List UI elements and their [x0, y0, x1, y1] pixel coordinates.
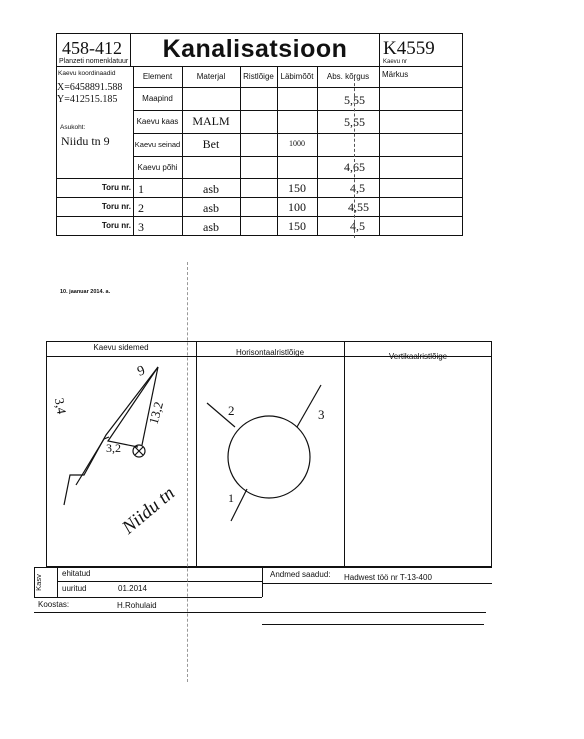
kasv-label: Kasv: [33, 574, 43, 591]
row-element: Kaevu kaas: [136, 117, 179, 126]
scan-artifact-line: [354, 78, 355, 238]
pipe-number: 3: [138, 220, 144, 234]
built-label: ehitatud: [62, 569, 91, 578]
pipe-number: 1: [138, 182, 144, 196]
pipe-material: asb: [203, 182, 219, 196]
col-header-material: Materjal: [196, 72, 226, 81]
pipe-diameter: 150: [288, 219, 306, 233]
col-header-remark: Märkus: [382, 70, 409, 79]
pipe-row-label: Toru nr.: [101, 202, 131, 211]
diagram-col-connections: Kaevu sidemed: [93, 343, 149, 352]
data-source-label: Andmed saadud:: [270, 570, 331, 579]
plan-number: 458-412: [62, 38, 122, 58]
pipe-material: asb: [203, 220, 219, 234]
section-pipe-2: 2: [228, 403, 235, 418]
pipe-height: 4,5: [350, 181, 365, 195]
col-header-abs-height: Abs. kõrgus: [326, 72, 370, 81]
row-height: 5,55: [344, 115, 365, 129]
coord-y: Y=412515.185: [57, 94, 118, 105]
sketch-dim-1: 3,4: [51, 396, 70, 416]
pipe-material: asb: [203, 201, 219, 215]
pipe-diameter: 100: [288, 200, 306, 214]
pipe-height: 4,5: [350, 219, 365, 233]
coord-x: X=6458891.588: [57, 82, 123, 93]
col-header-diameter: Läbimõõt: [280, 72, 314, 81]
well-number-label: Kaevu nr: [383, 59, 408, 65]
sketch-dim-2: 9: [135, 363, 148, 380]
row-height: 4,65: [344, 160, 365, 174]
well-connections-sketch: [46, 357, 196, 565]
row-height: 5,55: [344, 93, 365, 107]
surveyed-value: 01.2014: [118, 584, 147, 593]
row-material: MALM: [192, 114, 230, 128]
coords-label: Kaevu koordinaadid: [58, 70, 116, 77]
row-material: Bet: [202, 137, 220, 151]
pipe-height: 4,55: [348, 200, 369, 214]
sketch-street-name: Niidu tn: [118, 482, 179, 539]
surveyed-label: uuritud: [62, 584, 87, 593]
sketch-dim-4: 3,2: [106, 441, 121, 455]
diagram-col-horizontal: Horisontaalristlõige: [235, 348, 305, 357]
well-number: K4559: [383, 38, 435, 59]
row-element: Kaevu seinad: [134, 140, 181, 149]
data-source-value: Hadwest töö nr T-13-400: [344, 573, 432, 582]
section-pipe-1: 1: [228, 491, 234, 505]
location-value: Niidu tn 9: [61, 134, 110, 148]
pipe-number: 2: [138, 201, 144, 215]
row-diameter: 1000: [289, 139, 305, 148]
date-note: 10. jaanuar 2014. a.: [60, 289, 111, 295]
sketch-dim-3: 13,2: [145, 399, 167, 426]
scan-artifact-line: [187, 262, 188, 682]
row-element: Kaevu põhi: [137, 163, 178, 172]
pipe-diameter: 150: [288, 181, 306, 195]
col-header-element: Element: [142, 72, 173, 81]
col-header-cross-section: Ristlõige: [243, 72, 274, 81]
plan-number-label: Planzeti nomenklatuur: [59, 58, 129, 65]
page-title: Kanalisatsioon: [162, 35, 348, 63]
pipe-row-label: Toru nr.: [101, 183, 131, 192]
section-pipe-3: 3: [318, 407, 325, 422]
location-label: Asukoht:: [60, 124, 86, 131]
author-label: Koostas:: [38, 600, 70, 609]
diagram-col-vertical: Vertikaalristlõige: [388, 352, 448, 361]
horizontal-section-sketch: [197, 357, 344, 565]
row-element: Maapind: [142, 94, 173, 103]
pipe-row-label: Toru nr.: [101, 221, 131, 230]
author-value: H.Rohulaid: [117, 601, 157, 610]
